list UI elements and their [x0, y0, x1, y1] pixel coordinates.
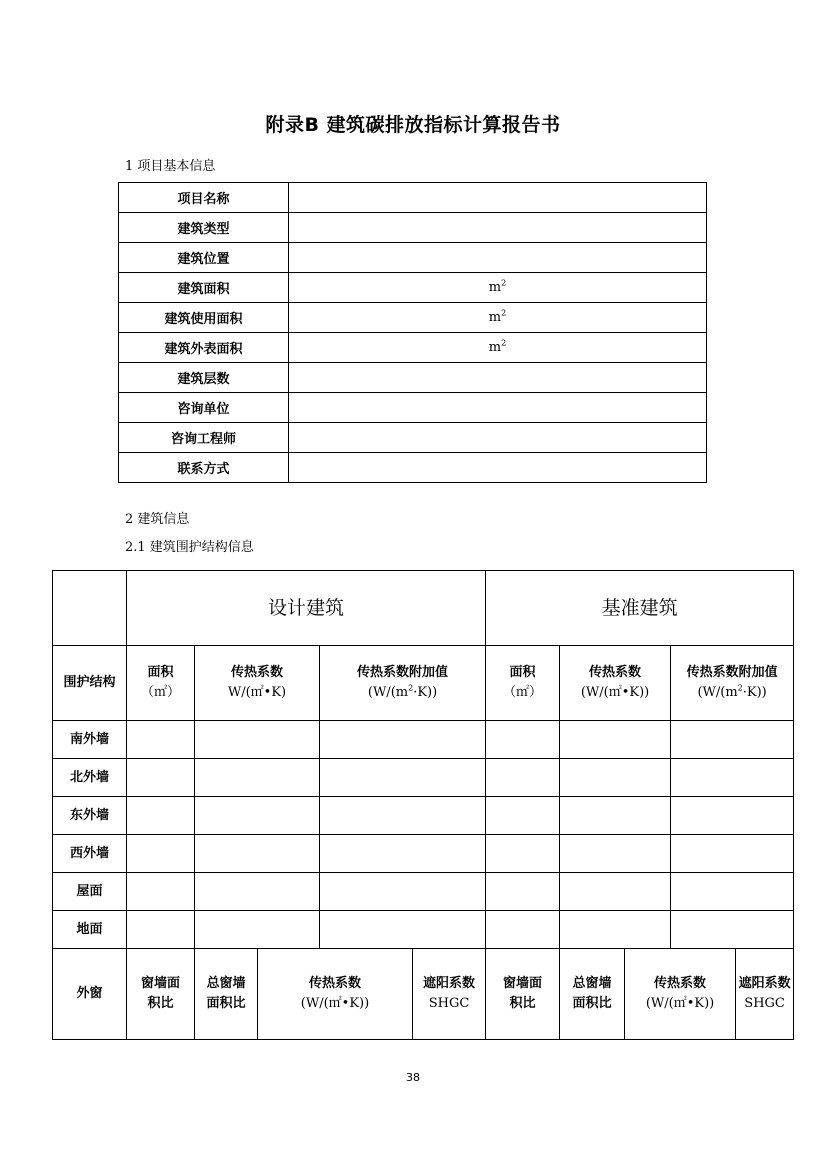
envelope-value-cell[interactable]: [195, 797, 320, 835]
basic-info-label: 建筑位置: [119, 243, 289, 273]
envelope-value-cell[interactable]: [127, 873, 195, 911]
basic-info-row: [119, 273, 707, 303]
envelope-value-cell[interactable]: [195, 759, 320, 797]
envelope-row: [53, 873, 794, 911]
section-heading-building-info: 2 建筑信息: [125, 512, 190, 527]
envelope-value-cell[interactable]: [486, 873, 560, 911]
envelope-row-label: 屋面: [53, 873, 127, 911]
basic-info-row: [119, 363, 707, 393]
unit-label: m: [488, 340, 502, 355]
envelope-value-cell[interactable]: [320, 911, 486, 949]
section-heading-basic-info: 1 项目基本信息: [125, 159, 216, 174]
page-number: 38: [406, 1071, 420, 1084]
basic-info-value[interactable]: [289, 333, 707, 363]
basic-info-label: 建筑面积: [119, 273, 289, 303]
envelope-value-cell[interactable]: [127, 797, 195, 835]
basic-info-row: [119, 393, 707, 423]
basic-info-label: 建筑外表面积: [119, 333, 289, 363]
envelope-row: [53, 911, 794, 949]
baseline-window-ratio-header: 窗墙面 积比: [486, 949, 560, 1040]
unit-label: m: [488, 280, 502, 295]
basic-info-value[interactable]: [289, 213, 707, 243]
envelope-row-label: 南外墙: [53, 721, 127, 759]
basic-info-label: 咨询工程师: [119, 423, 289, 453]
envelope-value-cell[interactable]: [127, 759, 195, 797]
envelope-row-label: 东外墙: [53, 797, 127, 835]
basic-info-value[interactable]: [289, 303, 707, 333]
basic-info-row: [119, 333, 707, 363]
unit-exponent: 2: [501, 278, 507, 288]
envelope-value-cell[interactable]: [671, 873, 794, 911]
baseline-u-header: 传热系数 (W/(㎡•K)): [560, 646, 671, 721]
envelope-value-cell[interactable]: [195, 835, 320, 873]
design-building-header: 设计建筑: [127, 571, 486, 646]
baseline-window-u-header: 传热系数 (W/(㎡•K)): [625, 949, 736, 1040]
window-row-label: 外窗: [53, 949, 127, 1040]
envelope-row: [53, 759, 794, 797]
basic-info-label: 联系方式: [119, 453, 289, 483]
envelope-value-cell[interactable]: [671, 759, 794, 797]
envelope-value-cell[interactable]: [320, 759, 486, 797]
basic-info-label: 建筑使用面积: [119, 303, 289, 333]
baseline-shgc-header: 遮阳系数 SHGC: [736, 949, 794, 1040]
u-add-unit: $(W/(m^2\cdot K))$: [697, 683, 767, 700]
baseline-u-add-header: 传热系数附加值 $(W/(m^2\cdot K))$: [671, 646, 794, 721]
basic-info-label: 建筑层数: [119, 363, 289, 393]
basic-info-row: [119, 423, 707, 453]
u-add-unit: $(W/(m^2\cdot K))$: [367, 683, 438, 700]
envelope-value-cell[interactable]: [195, 911, 320, 949]
envelope-row: [53, 797, 794, 835]
basic-info-value[interactable]: [289, 243, 707, 273]
envelope-value-cell[interactable]: [195, 721, 320, 759]
basic-info-label: 建筑类型: [119, 213, 289, 243]
envelope-row-header: 围护结构: [53, 646, 127, 721]
envelope-value-cell[interactable]: [486, 759, 560, 797]
envelope-corner-cell: [53, 571, 127, 646]
envelope-row: [53, 835, 794, 873]
section-heading-envelope: 2.1 建筑围护结构信息: [125, 540, 254, 555]
envelope-value-cell[interactable]: [486, 911, 560, 949]
envelope-value-cell[interactable]: [560, 797, 671, 835]
basic-info-label: 咨询单位: [119, 393, 289, 423]
basic-info-value[interactable]: [289, 453, 707, 483]
basic-info-value[interactable]: [289, 393, 707, 423]
envelope-value-cell[interactable]: [486, 835, 560, 873]
envelope-value-cell[interactable]: [486, 721, 560, 759]
envelope-value-cell[interactable]: [127, 721, 195, 759]
basic-info-value[interactable]: [289, 363, 707, 393]
envelope-value-cell[interactable]: [671, 721, 794, 759]
envelope-value-cell[interactable]: [671, 835, 794, 873]
unit-label: m: [488, 310, 502, 325]
envelope-row-label: 北外墙: [53, 759, 127, 797]
basic-info-row: [119, 243, 707, 273]
design-window-ratio-header: 窗墙面 积比: [127, 949, 195, 1040]
envelope-value-cell[interactable]: [560, 835, 671, 873]
envelope-value-cell[interactable]: [320, 797, 486, 835]
envelope-row-label: 西外墙: [53, 835, 127, 873]
envelope-value-cell[interactable]: [560, 911, 671, 949]
envelope-value-cell[interactable]: [195, 873, 320, 911]
envelope-value-cell[interactable]: [320, 873, 486, 911]
basic-info-row: [119, 183, 707, 213]
basic-info-row: [119, 213, 707, 243]
design-shgc-header: 遮阳系数 SHGC: [413, 949, 486, 1040]
envelope-row-label: 地面: [53, 911, 127, 949]
basic-info-value[interactable]: [289, 183, 707, 213]
envelope-value-cell[interactable]: [560, 759, 671, 797]
design-u-add-header: 传热系数附加值 $(W/(m^2\cdot K))$: [320, 646, 486, 721]
envelope-value-cell[interactable]: [560, 721, 671, 759]
basic-info-label: 项目名称: [119, 183, 289, 213]
basic-info-row: [119, 453, 707, 483]
envelope-table: [52, 570, 794, 1040]
design-u-header: 传热系数 W/(㎡•K): [195, 646, 320, 721]
envelope-value-cell[interactable]: [560, 873, 671, 911]
design-area-header: 面积 （㎡）: [127, 646, 195, 721]
unit-exponent: 2: [501, 338, 507, 348]
unit-exponent: 2: [501, 308, 507, 318]
envelope-value-cell[interactable]: [127, 835, 195, 873]
basic-info-table: [118, 182, 707, 483]
design-window-u-header: 传热系数 (W/(㎡•K)): [258, 949, 413, 1040]
design-total-window-ratio-header: 总窗墙 面积比: [195, 949, 258, 1040]
baseline-area-header: 面积 （㎡）: [486, 646, 560, 721]
envelope-value-cell[interactable]: [671, 911, 794, 949]
basic-info-value[interactable]: [289, 273, 707, 303]
envelope-value-cell[interactable]: [320, 721, 486, 759]
page-title: 附录B 建筑碳排放指标计算报告书: [265, 114, 561, 136]
basic-info-value[interactable]: [289, 423, 707, 453]
baseline-total-window-ratio-header: 总窗墙 面积比: [560, 949, 625, 1040]
envelope-value-cell[interactable]: [486, 797, 560, 835]
envelope-value-cell[interactable]: [671, 797, 794, 835]
baseline-building-header: 基准建筑: [486, 571, 794, 646]
envelope-value-cell[interactable]: [127, 911, 195, 949]
envelope-value-cell[interactable]: [320, 835, 486, 873]
envelope-row: [53, 721, 794, 759]
basic-info-row: [119, 303, 707, 333]
